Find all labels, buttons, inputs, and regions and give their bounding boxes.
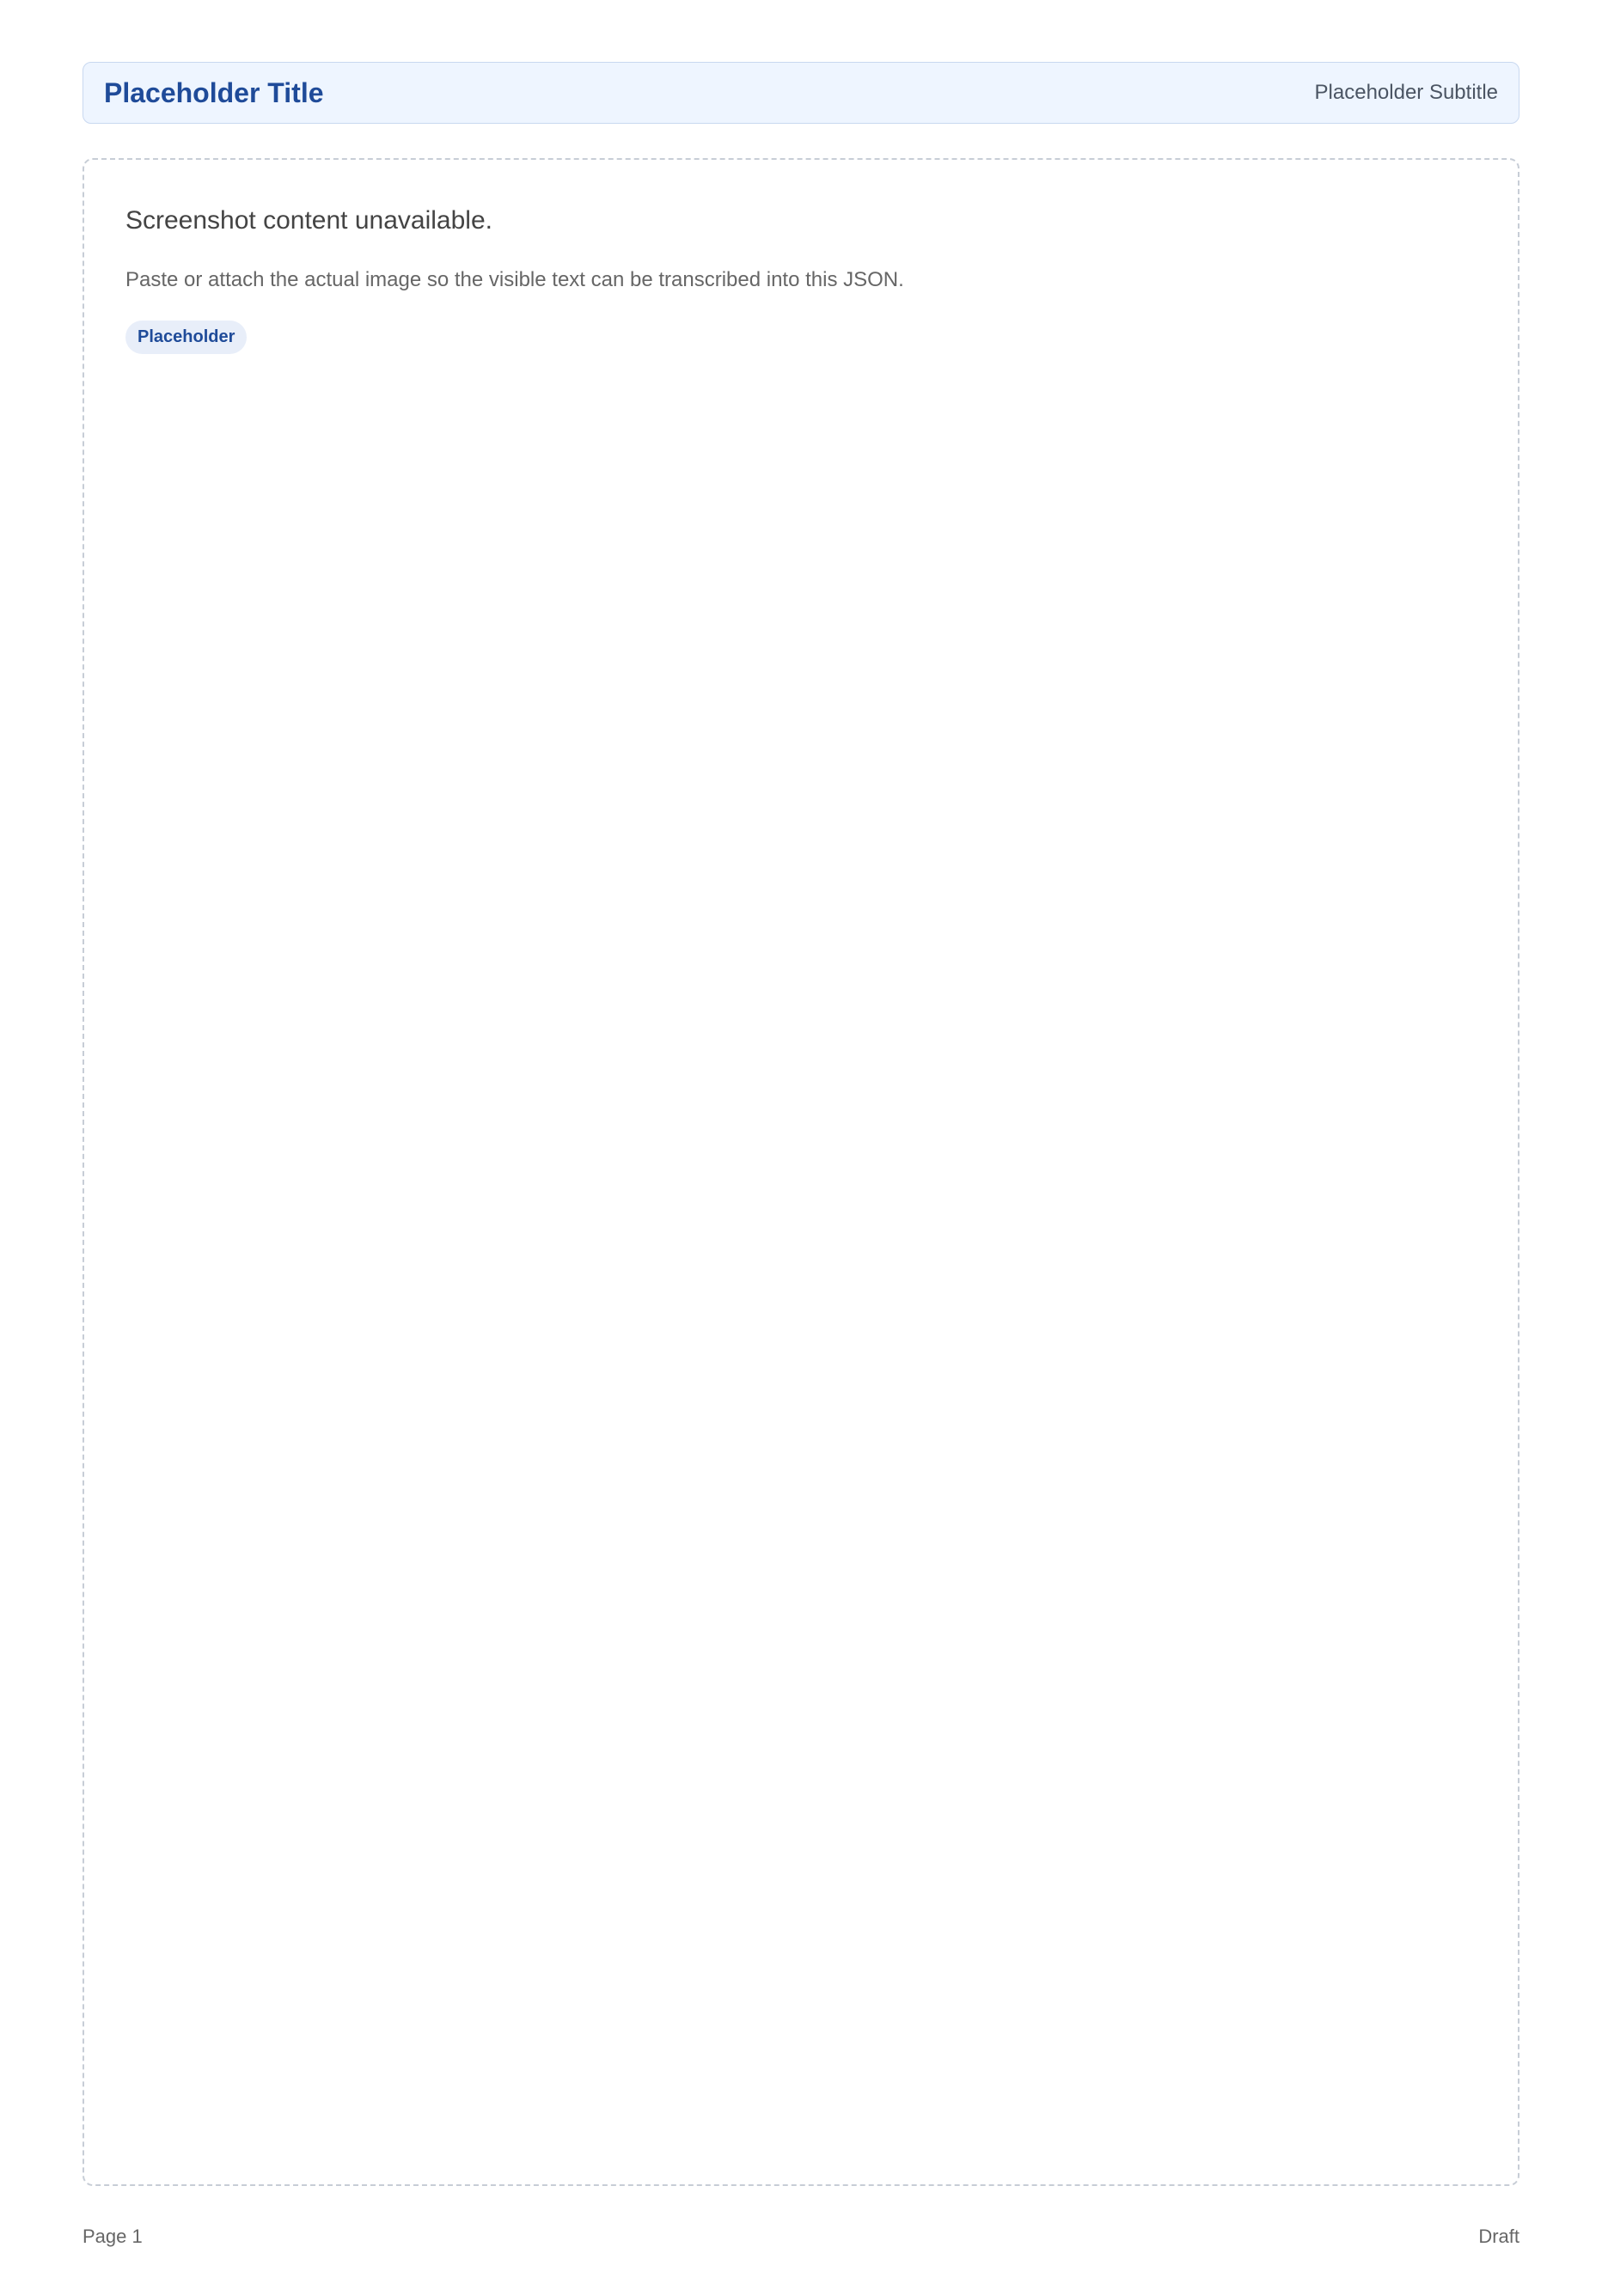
document-content: [83, 158, 1519, 2186]
content-hint: Paste or attach the actual image so the visible text can be transcribed into this JSON.: [125, 268, 904, 291]
page-title: Placeholder Title: [104, 76, 324, 108]
page-subtitle: Placeholder Subtitle: [1314, 81, 1498, 104]
status-badge: Placeholder: [125, 321, 247, 354]
page-header: [83, 62, 1519, 124]
footer-right: Draft: [1478, 2226, 1519, 2247]
page-footer: [83, 2226, 1519, 2248]
footer-left: Page 1: [83, 2226, 143, 2247]
content-notice: Screenshot content unavailable.: [125, 206, 492, 235]
